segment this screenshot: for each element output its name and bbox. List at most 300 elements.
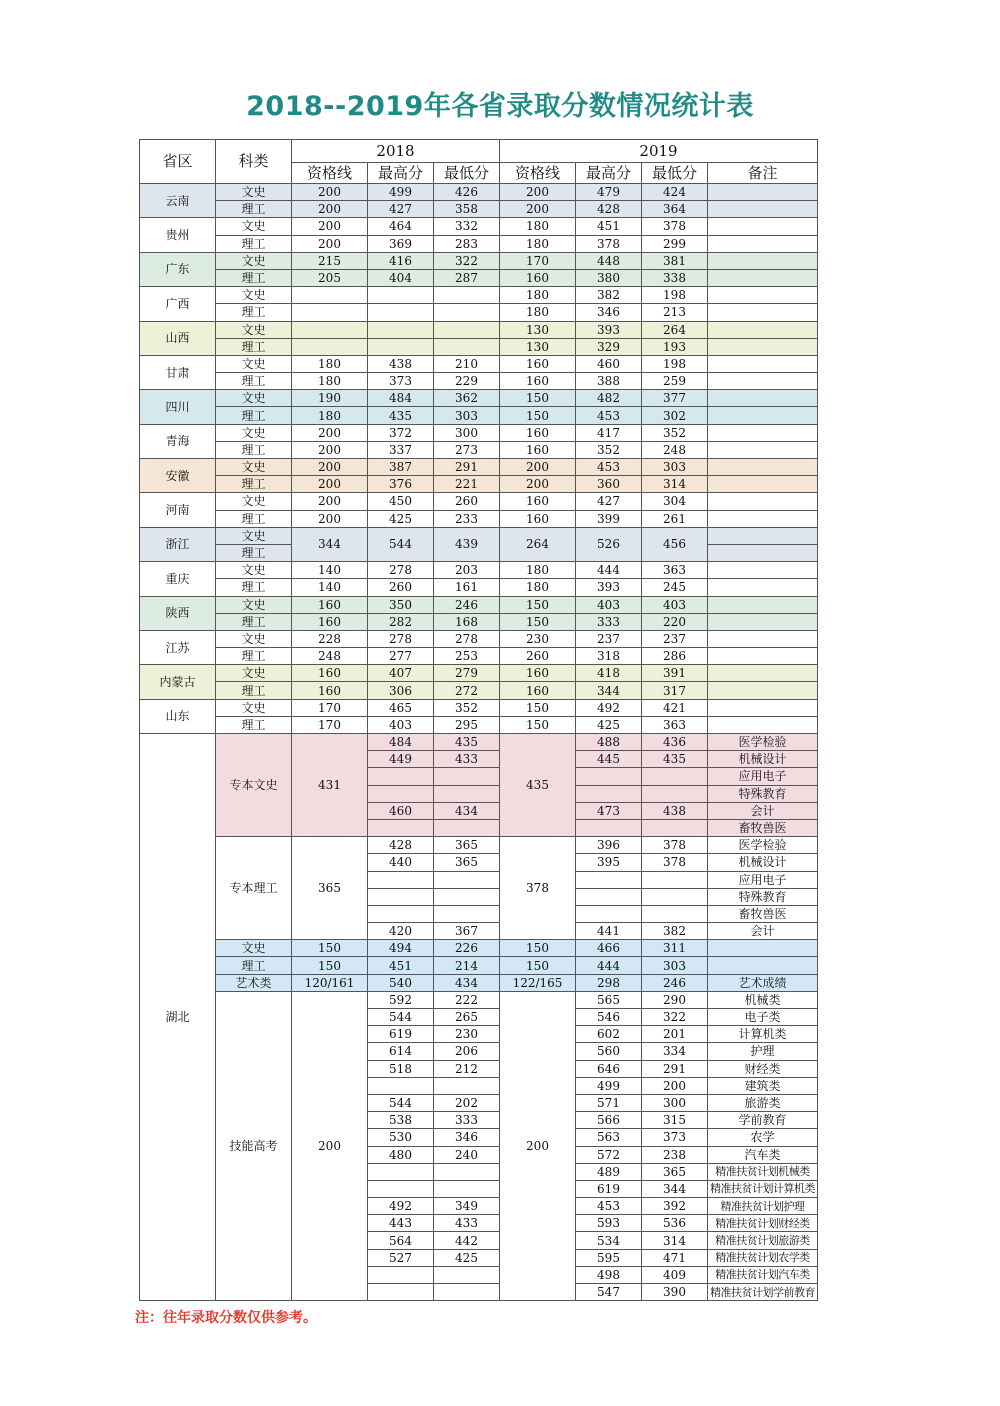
cell-min-2019: 303 [642,459,708,476]
cell-max-2019: 425 [576,716,642,733]
cell-min-2019: 200 [642,1077,708,1094]
cell-line-2018: 248 [292,648,368,665]
cell-max-2018: 499 [368,184,434,201]
cell-max-2018: 376 [368,476,434,493]
subject-cell: 艺术类 [216,974,292,991]
cell-line-2019: 170 [500,252,576,269]
cell-min-2018: 358 [434,201,500,218]
cell-min-2018: 283 [434,235,500,252]
cell-max-2019: 428 [576,201,642,218]
cell-max-2019: 566 [576,1112,642,1129]
note-cell [708,407,818,424]
note-cell [708,252,818,269]
cell-max-2018 [368,287,434,304]
cell-line-2019: 150 [500,613,576,630]
cell-max-2019: 393 [576,579,642,596]
note-cell: 机械设计 [708,854,818,871]
cell-min-2018: 168 [434,613,500,630]
cell-line-2018: 150 [292,940,368,957]
cell-line-2019: 160 [500,665,576,682]
cell-min-2019 [642,888,708,905]
cell-min-2018 [434,768,500,785]
cell-max-2018: 443 [368,1215,434,1232]
note-cell [708,321,818,338]
note-cell [708,441,818,458]
subject-cell: 理工 [216,338,292,355]
cell-max-2019: 395 [576,854,642,871]
cell-max-2019: 403 [576,596,642,613]
note-cell [708,373,818,390]
note-cell: 护理 [708,1043,818,1060]
note-cell [708,940,818,957]
table-row [140,613,818,630]
cell-max-2019: 346 [576,304,642,321]
note-cell [708,287,818,304]
cell-min-2019: 344 [642,1180,708,1197]
cell-max-2019: 344 [576,682,642,699]
cell-max-2019: 498 [576,1266,642,1283]
province-name: 江苏 [140,630,216,664]
header-max-2019: 最高分 [576,163,642,184]
cell-max-2018: 404 [368,269,434,286]
cell-max-2018: 369 [368,235,434,252]
cell-max-2019: 595 [576,1249,642,1266]
cell-max-2018: 372 [368,424,434,441]
subject-cell: 文史 [216,459,292,476]
cell-min-2019: 471 [642,1249,708,1266]
cell-line-2018: 170 [292,699,368,716]
cell-max-2019: 237 [576,630,642,647]
cell-line-2019: 230 [500,630,576,647]
cell-min-2018: 434 [434,802,500,819]
cell-min-2019 [642,905,708,922]
note-cell [708,390,818,407]
subject-cell: 文史 [216,184,292,201]
cell-max-2018: 278 [368,562,434,579]
province-name: 安徽 [140,459,216,493]
cell-line-2019: 150 [500,596,576,613]
subject-cell: 理工 [216,510,292,527]
header-subject: 科类 [216,140,292,184]
subject-cell: 理工 [216,648,292,665]
cell-max-2018 [368,1284,434,1301]
cell-max-2019: 318 [576,648,642,665]
cell-line-2018: 160 [292,682,368,699]
cell-min-2019: 193 [642,338,708,355]
cell-max-2018: 427 [368,201,434,218]
cell-max-2018: 387 [368,459,434,476]
cell-line-2019: 378 [500,837,576,940]
cell-max-2018 [368,785,434,802]
note-cell [708,699,818,716]
cell-max-2018: 484 [368,390,434,407]
note-cell: 特殊教育 [708,785,818,802]
cell-max-2019: 526 [576,527,642,561]
cell-line-2018: 200 [292,235,368,252]
cell-min-2018: 291 [434,459,500,476]
cell-max-2018: 480 [368,1146,434,1163]
cell-max-2019: 619 [576,1180,642,1197]
table-row [140,390,818,407]
cell-line-2018: 200 [292,510,368,527]
cell-max-2018 [368,1266,434,1283]
subject-cell: 文史 [216,321,292,338]
cell-min-2018: 362 [434,390,500,407]
cell-min-2019: 213 [642,304,708,321]
cell-min-2019: 334 [642,1043,708,1060]
note-cell [708,424,818,441]
cell-max-2019: 453 [576,459,642,476]
score-table [139,139,818,1301]
cell-min-2018: 346 [434,1129,500,1146]
cell-line-2019: 160 [500,510,576,527]
note-cell: 精准扶贫计划农学类 [708,1249,818,1266]
cell-line-2019: 180 [500,562,576,579]
cell-min-2019: 391 [642,665,708,682]
header-year-2019: 2019 [500,140,818,163]
cell-min-2018 [434,905,500,922]
province-name: 甘肃 [140,355,216,389]
cell-max-2018: 420 [368,923,434,940]
note-cell: 医学检验 [708,837,818,854]
cell-max-2018: 614 [368,1043,434,1060]
cell-min-2018: 425 [434,1249,500,1266]
cell-max-2018: 278 [368,630,434,647]
cell-line-2019: 200 [500,201,576,218]
cell-min-2019: 382 [642,923,708,940]
table-row [140,562,818,579]
subject-cell: 理工 [216,716,292,733]
cell-line-2018 [292,304,368,321]
cell-line-2019: 200 [500,459,576,476]
cell-max-2018: 544 [368,527,434,561]
cell-min-2018: 295 [434,716,500,733]
cell-max-2018: 428 [368,837,434,854]
cell-max-2018: 449 [368,751,434,768]
note-cell [708,235,818,252]
header-note: 备注 [708,163,818,184]
cell-min-2018: 202 [434,1094,500,1111]
note-cell: 特殊教育 [708,888,818,905]
table-row [140,304,818,321]
cell-min-2018: 214 [434,957,500,974]
table-row [140,734,818,751]
cell-min-2019: 403 [642,596,708,613]
cell-min-2018 [434,338,500,355]
cell-max-2018: 518 [368,1060,434,1077]
cell-line-2019: 160 [500,269,576,286]
cell-max-2018 [368,1180,434,1197]
note-cell: 应用电子 [708,871,818,888]
cell-max-2018 [368,1077,434,1094]
cell-min-2018: 365 [434,854,500,871]
note-cell: 机械设计 [708,751,818,768]
cell-max-2018: 538 [368,1112,434,1129]
cell-min-2018: 240 [434,1146,500,1163]
cell-min-2019: 409 [642,1266,708,1283]
cell-min-2018: 365 [434,837,500,854]
cell-line-2019: 160 [500,424,576,441]
cell-max-2018 [368,1163,434,1180]
cell-line-2018: 160 [292,596,368,613]
cell-line-2019: 122/165 [500,974,576,991]
note-cell [708,665,818,682]
cell-max-2019 [576,871,642,888]
page-title: 2018--2019年各省录取分数情况统计表 [246,91,754,122]
cell-min-2018: 332 [434,218,500,235]
province-name: 陕西 [140,596,216,630]
cell-min-2018: 206 [434,1043,500,1060]
cell-line-2019: 200 [500,991,576,1300]
cell-max-2018: 530 [368,1129,434,1146]
cell-max-2019: 492 [576,699,642,716]
cell-max-2019 [576,888,642,905]
cell-max-2019: 444 [576,957,642,974]
cell-max-2019: 444 [576,562,642,579]
cell-min-2019 [642,871,708,888]
cell-max-2019: 333 [576,613,642,630]
subject-cell: 理工 [216,407,292,424]
cell-min-2019: 365 [642,1163,708,1180]
cell-max-2019: 565 [576,991,642,1008]
table-row [140,407,818,424]
cell-line-2018: 200 [292,424,368,441]
header-max-2018: 最高分 [368,163,434,184]
cell-line-2018: 200 [292,218,368,235]
header-year-2018: 2018 [292,140,500,163]
note-cell: 农学 [708,1129,818,1146]
cell-max-2018: 484 [368,734,434,751]
cell-line-2018: 205 [292,269,368,286]
cell-min-2018: 435 [434,734,500,751]
cell-max-2019: 460 [576,355,642,372]
cell-min-2018: 230 [434,1026,500,1043]
subject-cell: 文史 [216,665,292,682]
subject-cell: 理工 [216,235,292,252]
cell-min-2019: 286 [642,648,708,665]
cell-max-2019: 417 [576,424,642,441]
cell-line-2019: 160 [500,355,576,372]
subject-cell: 文史 [216,252,292,269]
cell-min-2018: 278 [434,630,500,647]
cell-min-2018: 434 [434,974,500,991]
table-row [140,527,818,544]
note-cell: 精准扶贫计划计算机类 [708,1180,818,1197]
cell-line-2018: 180 [292,355,368,372]
cell-max-2019: 396 [576,837,642,854]
cell-min-2019: 363 [642,562,708,579]
cell-line-2018: 170 [292,716,368,733]
note-cell: 畜牧兽医 [708,905,818,922]
table-row [140,596,818,613]
table-row [140,648,818,665]
cell-min-2019: 377 [642,390,708,407]
cell-max-2019: 546 [576,1009,642,1026]
cell-min-2019: 198 [642,355,708,372]
note-cell: 应用电子 [708,768,818,785]
cell-min-2019: 352 [642,424,708,441]
cell-min-2019: 363 [642,716,708,733]
subject-cell: 理工 [216,269,292,286]
cell-line-2018: 200 [292,459,368,476]
cell-max-2018: 337 [368,441,434,458]
cell-min-2018: 253 [434,648,500,665]
cell-max-2019: 646 [576,1060,642,1077]
cell-line-2018: 200 [292,441,368,458]
cell-max-2019: 453 [576,407,642,424]
subject-cell: 理工 [216,957,292,974]
note-cell: 精准扶贫计划财经类 [708,1215,818,1232]
cell-min-2018: 303 [434,407,500,424]
cell-min-2019: 317 [642,682,708,699]
cell-max-2018: 451 [368,957,434,974]
province-name: 四川 [140,390,216,424]
cell-min-2019: 314 [642,1232,708,1249]
cell-min-2019: 435 [642,751,708,768]
subject-cell: 文史 [216,596,292,613]
note-cell [708,648,818,665]
cell-line-2018: 200 [292,991,368,1300]
table-row [140,287,818,304]
table-row [140,373,818,390]
table-row [140,665,818,682]
cell-max-2018: 540 [368,974,434,991]
cell-min-2019: 198 [642,287,708,304]
cell-line-2019: 180 [500,287,576,304]
province-name: 重庆 [140,562,216,596]
cell-line-2018: 180 [292,407,368,424]
cell-max-2018: 450 [368,493,434,510]
table-row [140,510,818,527]
cell-min-2019: 248 [642,441,708,458]
cell-max-2019: 418 [576,665,642,682]
cell-line-2019: 150 [500,957,576,974]
cell-min-2019: 259 [642,373,708,390]
cell-max-2018: 425 [368,510,434,527]
table-row [140,184,818,201]
note-cell: 会计 [708,923,818,940]
cell-max-2019: 593 [576,1215,642,1232]
cell-min-2018 [434,287,500,304]
cell-line-2019: 160 [500,493,576,510]
cell-max-2018 [368,905,434,922]
note-cell [708,682,818,699]
cell-min-2019: 300 [642,1094,708,1111]
cell-max-2018: 527 [368,1249,434,1266]
cell-line-2018: 140 [292,562,368,579]
cell-line-2018: 150 [292,957,368,974]
cell-min-2019: 314 [642,476,708,493]
cell-min-2018: 246 [434,596,500,613]
table-row [140,424,818,441]
cell-max-2018: 403 [368,716,434,733]
cell-line-2018 [292,338,368,355]
cell-min-2019: 290 [642,991,708,1008]
group-label: 专本理工 [216,837,292,940]
note-cell [708,579,818,596]
cell-line-2019: 130 [500,338,576,355]
cell-min-2019: 246 [642,974,708,991]
cell-min-2019: 438 [642,802,708,819]
cell-min-2018: 442 [434,1232,500,1249]
subject-cell: 理工 [216,682,292,699]
cell-min-2018: 333 [434,1112,500,1129]
cell-min-2019: 421 [642,699,708,716]
cell-max-2019 [576,819,642,836]
cell-min-2018: 300 [434,424,500,441]
cell-max-2018: 544 [368,1009,434,1026]
note-cell: 计算机类 [708,1026,818,1043]
table-row [140,699,818,716]
cell-max-2019: 453 [576,1198,642,1215]
note-cell: 精准扶贫计划学前教育 [708,1284,818,1301]
cell-max-2018: 440 [368,854,434,871]
subject-cell: 文史 [216,527,292,544]
cell-line-2019: 160 [500,441,576,458]
subject-cell: 文史 [216,699,292,716]
table-row [140,321,818,338]
subject-cell: 理工 [216,544,292,561]
note-cell [708,476,818,493]
cell-min-2018: 273 [434,441,500,458]
province-name: 云南 [140,184,216,218]
cell-min-2018: 212 [434,1060,500,1077]
note-cell [708,184,818,201]
cell-max-2018: 438 [368,355,434,372]
cell-min-2019: 378 [642,837,708,854]
group-label: 专本文史 [216,734,292,837]
cell-min-2019: 311 [642,940,708,957]
cell-min-2019: 303 [642,957,708,974]
cell-max-2019: 329 [576,338,642,355]
province-name: 青海 [140,424,216,458]
header-min-2019: 最低分 [642,163,708,184]
note-cell [708,493,818,510]
cell-max-2018: 619 [368,1026,434,1043]
subject-cell: 文史 [216,630,292,647]
cell-min-2018: 433 [434,1215,500,1232]
subject-cell: 理工 [216,441,292,458]
table-row [140,957,818,974]
cell-min-2018 [434,1266,500,1283]
table-row [140,493,818,510]
cell-max-2019: 360 [576,476,642,493]
cell-min-2018 [434,304,500,321]
cell-max-2018: 592 [368,991,434,1008]
cell-min-2018: 322 [434,252,500,269]
cell-line-2019: 435 [500,734,576,837]
cell-max-2019: 393 [576,321,642,338]
cell-max-2019: 399 [576,510,642,527]
note-cell [708,544,818,561]
note-cell [708,716,818,733]
cell-min-2018: 349 [434,1198,500,1215]
note-cell: 机械类 [708,991,818,1008]
cell-min-2019: 373 [642,1129,708,1146]
cell-min-2019: 536 [642,1215,708,1232]
cell-max-2019: 378 [576,235,642,252]
cell-min-2019: 392 [642,1198,708,1215]
cell-max-2019: 482 [576,390,642,407]
note-cell: 汽车类 [708,1146,818,1163]
note-cell [708,201,818,218]
cell-min-2019: 378 [642,218,708,235]
province-name: 浙江 [140,527,216,561]
cell-min-2018: 210 [434,355,500,372]
cell-min-2018: 287 [434,269,500,286]
table-row [140,201,818,218]
note-cell: 畜牧兽医 [708,819,818,836]
